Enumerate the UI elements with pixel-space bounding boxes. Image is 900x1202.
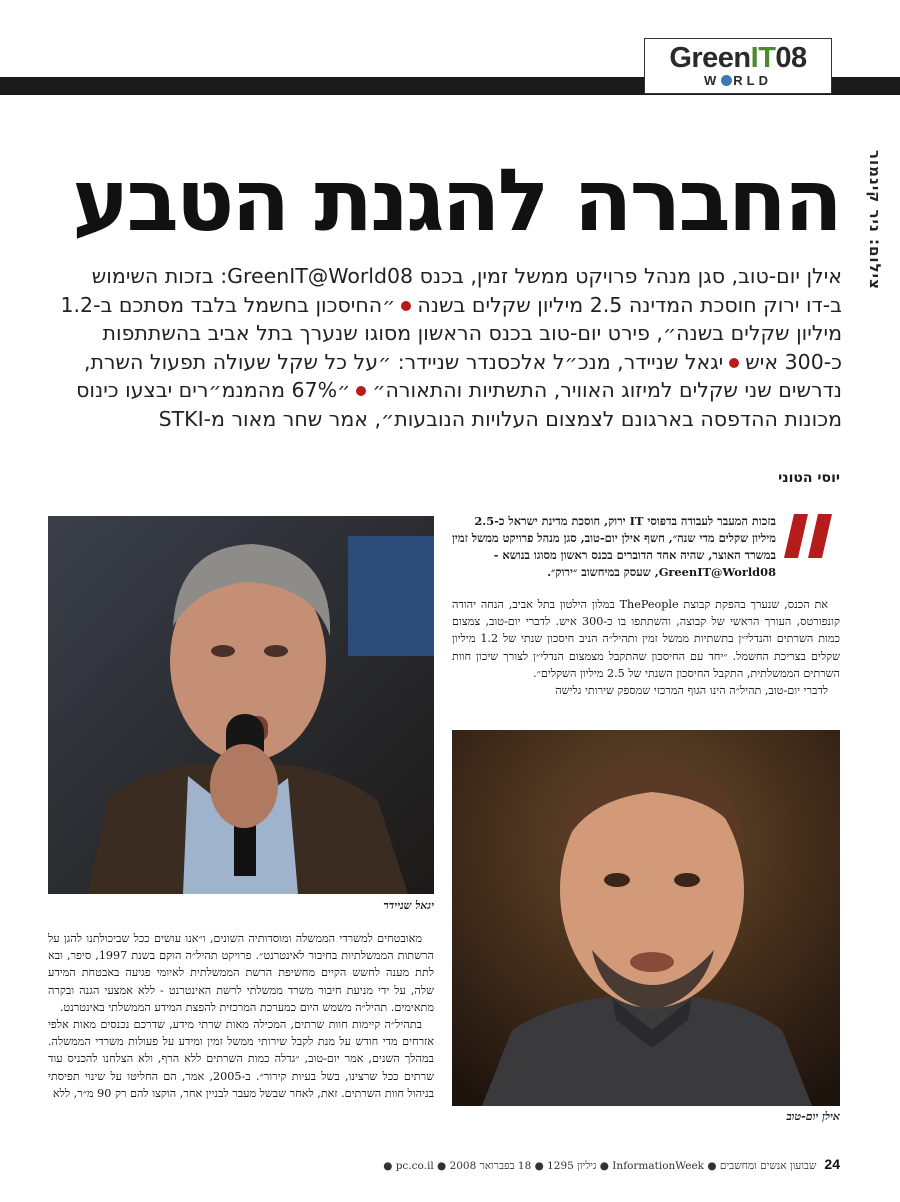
body-column-left [48,930,434,1102]
lead-paragraph: אילן יום-טוב, סגן מנהל פרויקט ממשל זמין, בכנס GreenIT@World08: בזכות השימוש ב-דו ירוק חוסכת המדינה 2.5 מיליון שקלים בשנה״החיסכון בחשמל בלבד מסתכם ב-1.2 מיליון שקלים בשנה״, פירט יום-טוב בכנס הראשון מסוגו שנערך בתל אביב בהשתתפות כ-300 אישיגאל שניידר, מנכ״ל אלכסנדר שניידר: ״על כל שקל שעולה תפעול השרת, נדרשים שני שקלים למיזוג האוויר, התשתיות והתאורה״״67% מהמנמ״רים יבצעו כינוס מכונות ההדפסה בארגונם לצמצום העלויות הנובעות״, אמר שחר מאור מ-STKI [60,264,842,431]
photo-caption: אילן יום-טוב [786,1110,840,1123]
intro-paragraph: בזכות המעבר לעבודה בדפוסי IT ירוק, חוסכת מדינת ישראל כ-2.5 מיליון שקלים מדי שנה״, חשף אילן יום-טוב, סגן מנהל פרויקט ממשל זמין במשרד האוצר, שהיה אחד הדוברים בכנס ראשון מסוגו בנושא - GreenIT@World08, שעסק במיחשוב ״ירוק״. [452,514,776,579]
photo-ilan-yom-tov [452,730,840,1106]
page-footer [300,1156,840,1172]
body-column-right [452,596,840,699]
bullet-icon [401,301,411,311]
paragraph: לדברי יום-טוב, תהיל״ה הינו הגוף המרכזי שמספק שירותי גלישה [555,684,828,698]
author-byline: יוסי הטוני [778,470,840,486]
quote-mark-icon [780,512,840,562]
photo-credit: צילום: ניר קינמור [866,150,884,290]
paragraph: בתהיל״ה קיימות חוות שרתים, המכילה מאות שרתי מידע, שדרכם נכנסים מאות אלפי אזרחים מדי חודש על מנת לקבל שירותי ממשל זמין ומידע על פעולות משרדי הממשלה. במהלך השנים, אמר יום-טוב, ״גדלה כמות השרתים ללא הרף, ולא הצלחנו להכניס עוד שרתים ככל שרצינו, בשל בעיות קירור״. ב-2005, אמר, הם החליטו על שינוי תפיסתי בניהול חוות השרתים. זאת, לאחר שבשל מעבר לבניין אחר, הוקצו להם רק 90 מ״ר, ללא [48,1018,434,1100]
paragraph: את הכנס, שנערך בהפקת קבוצת ThePeople במלון הילטון בתל אביב, הנחה יהודה קונפורטס, העורך הראשי של קבוצה, והשתתפו בו כ-300 איש. לדברי יום-טוב, צמצום כמות השרתים והנדלי״ן בתשתיות ממשל זמין ותהיל״ה הניב חיסכון שנתי של 1.2 מיליון שקלים בצריכת החשמל. ״יחד עם החיסכון שהתקבל מצמצום הנדלי״ן לצורך שיכון חוות השרתים הממשלתית, התקבל החיסכון השנתי של 2.5 מיליון השקלים״. [452,598,841,680]
page-number: 24 [824,1156,840,1172]
paragraph: מאובטחים למשרדי הממשלה ומוסדותיה השונים, ו״אנו עושים ככל שביכולתנו להגן על הרשתות הממשלתיות בחיבור לאינטרנט״. פרויקט תהיל״ה הוקם בשנת 1997, סיפר, ובא לתת מענה לחשש הקיים מחשיפת הרשת הממשלתית לאיומי פגיעה באבטחת המידע שלה, על ידי מניעת חיבור משרד ממשלתי לרשת האינטרנט - ללא אמצעי הגנה ובקרה מתאימים. תהיל״ה משמש היום כמערכת המרכזית להפצת המידע הממשלתי באינטרנט. [48,932,434,1014]
footer-text: שבועון אנשים ומחשבים ● InformationWeek ● גיליון 1295 ● 18 בפברואר 2008 ● pc.co.il ● [383,1160,817,1172]
bullet-icon [356,386,366,396]
globe-icon [721,75,732,86]
photo-caption: יגאל שניידר [383,899,434,912]
headline: החברה להגנת הטבע [72,151,840,251]
greenit-logo: GreenIT08 W RLD [644,38,832,94]
bullet-icon [729,358,739,368]
photo-yigal-schneider [48,516,434,894]
